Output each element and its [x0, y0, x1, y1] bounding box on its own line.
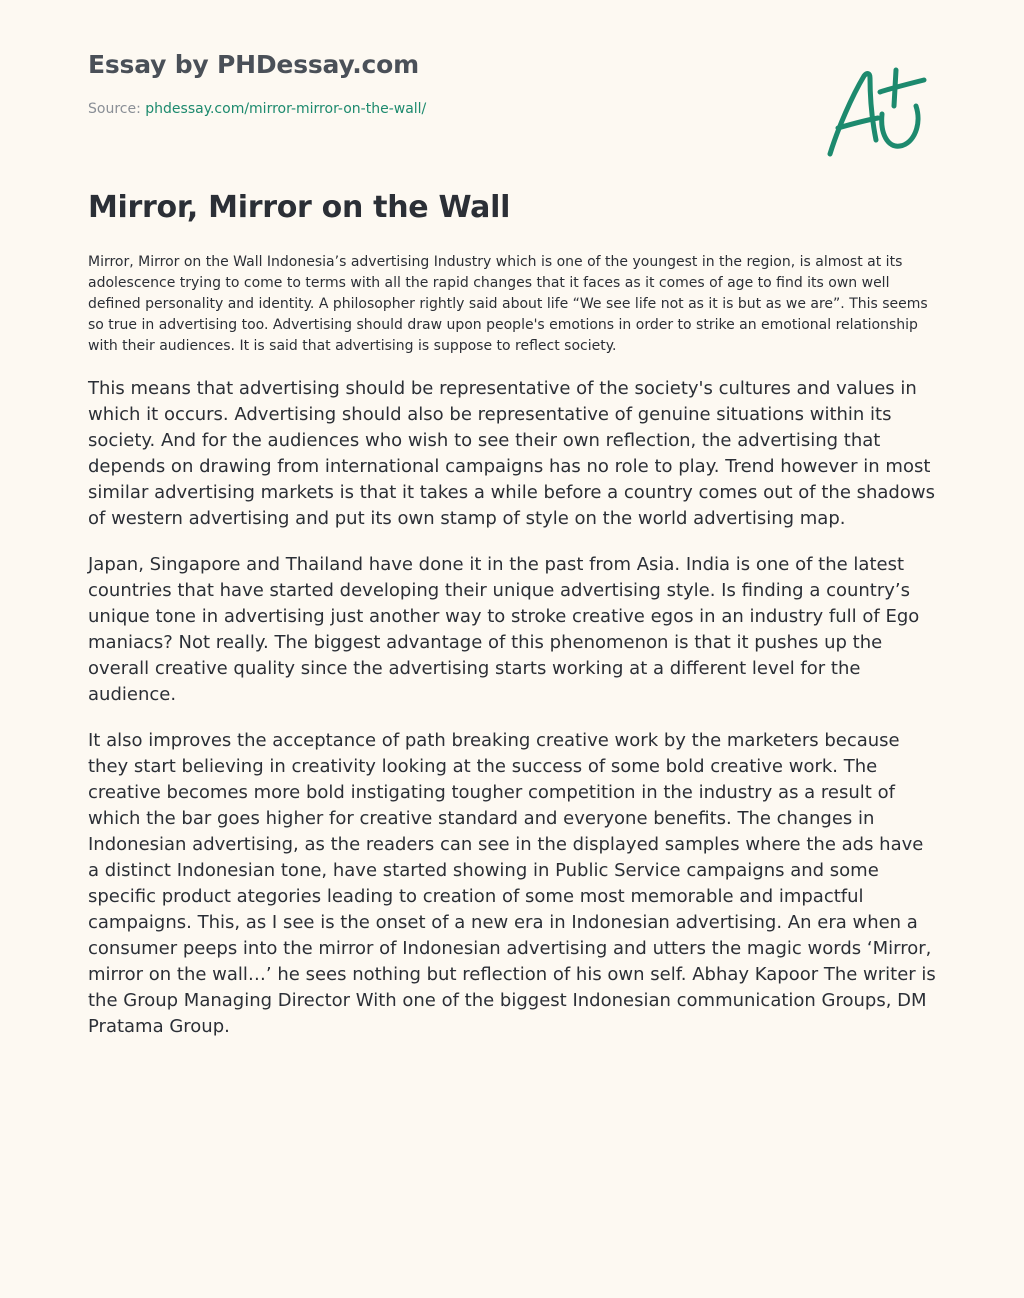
- source-label: Source:: [88, 101, 146, 117]
- essay-paragraph: This means that advertising should be representative of the society's cultures and values in which it occurs. Advertising should also be representative of genuine situations within its society. And for the audiences who wish to see their own reflection, the advertising that depends on drawing from international campaigns has no role to play. Trend however in most similar advertising markets is that it takes a while before a country comes out of the shadows of western advertising and put its own stamp of style on the world advertising map.: [88, 378, 935, 529]
- essay-body: [88, 376, 940, 1060]
- essay-title: Mirror, Mirror on the Wall: [88, 190, 511, 225]
- essay-paragraph: It also improves the acceptance of path breaking creative work by the marketers because they start believing in creativity looking at the success of some bold creative work. The creative becomes more bold instigating tougher competition in the industry as a result of which the bar goes higher for creative standard and everyone benefits. The changes in Indonesian advertising, as the readers can see in the displayed samples where the ads have a distinct Indonesian tone, have started showing in Public Service campaigns and some specific product ategories leading to creation of some most memorable and impactful campaigns. This, as I see is the onset of a new era in Indonesian advertising. An era when a consumer peeps into the mirror of Indonesian advertising and utters the magic words ‘Mirror, mirror on the wall…’ he sees nothing but reflection of his own self. Abhay Kapoor The writer is the Group Managing Director With one of the biggest Indonesian communication Groups, DM Pratama Group.: [88, 730, 936, 1037]
- essay-intro: Mirror, Mirror on the Wall Indonesia’s advertising Industry which is one of the youngest in the region, is almost at its adolescence trying to come to terms with all the rapid changes that it faces as it comes of age to find its own well defined personality and identity. A philosopher rightly said about life “We see life not as it is but as we are”. This seems so true in advertising too. Advertising should draw upon people's emotions in order to strike an emotional relationship with their audiences. It is said that advertising is suppose to reflect society.: [88, 254, 928, 354]
- source-link[interactable]: phdessay.com/mirror-mirror-on-the-wall/: [145, 101, 427, 117]
- a-plus-logo-icon: [822, 62, 930, 162]
- source-line: [88, 101, 426, 117]
- essay-paragraph: Japan, Singapore and Thailand have done it in the past from Asia. India is one of the latest countries that have started developing their unique advertising style. Is finding a country’s unique tone in advertising just another way to stroke creative egos in an industry full of Ego maniacs? Not really. The biggest advantage of this phenomenon is that it pushes up the overall creative quality since the advertising starts working at a different level for the audience.: [88, 554, 920, 705]
- site-brand[interactable]: Essay by PHDessay.com: [88, 50, 419, 79]
